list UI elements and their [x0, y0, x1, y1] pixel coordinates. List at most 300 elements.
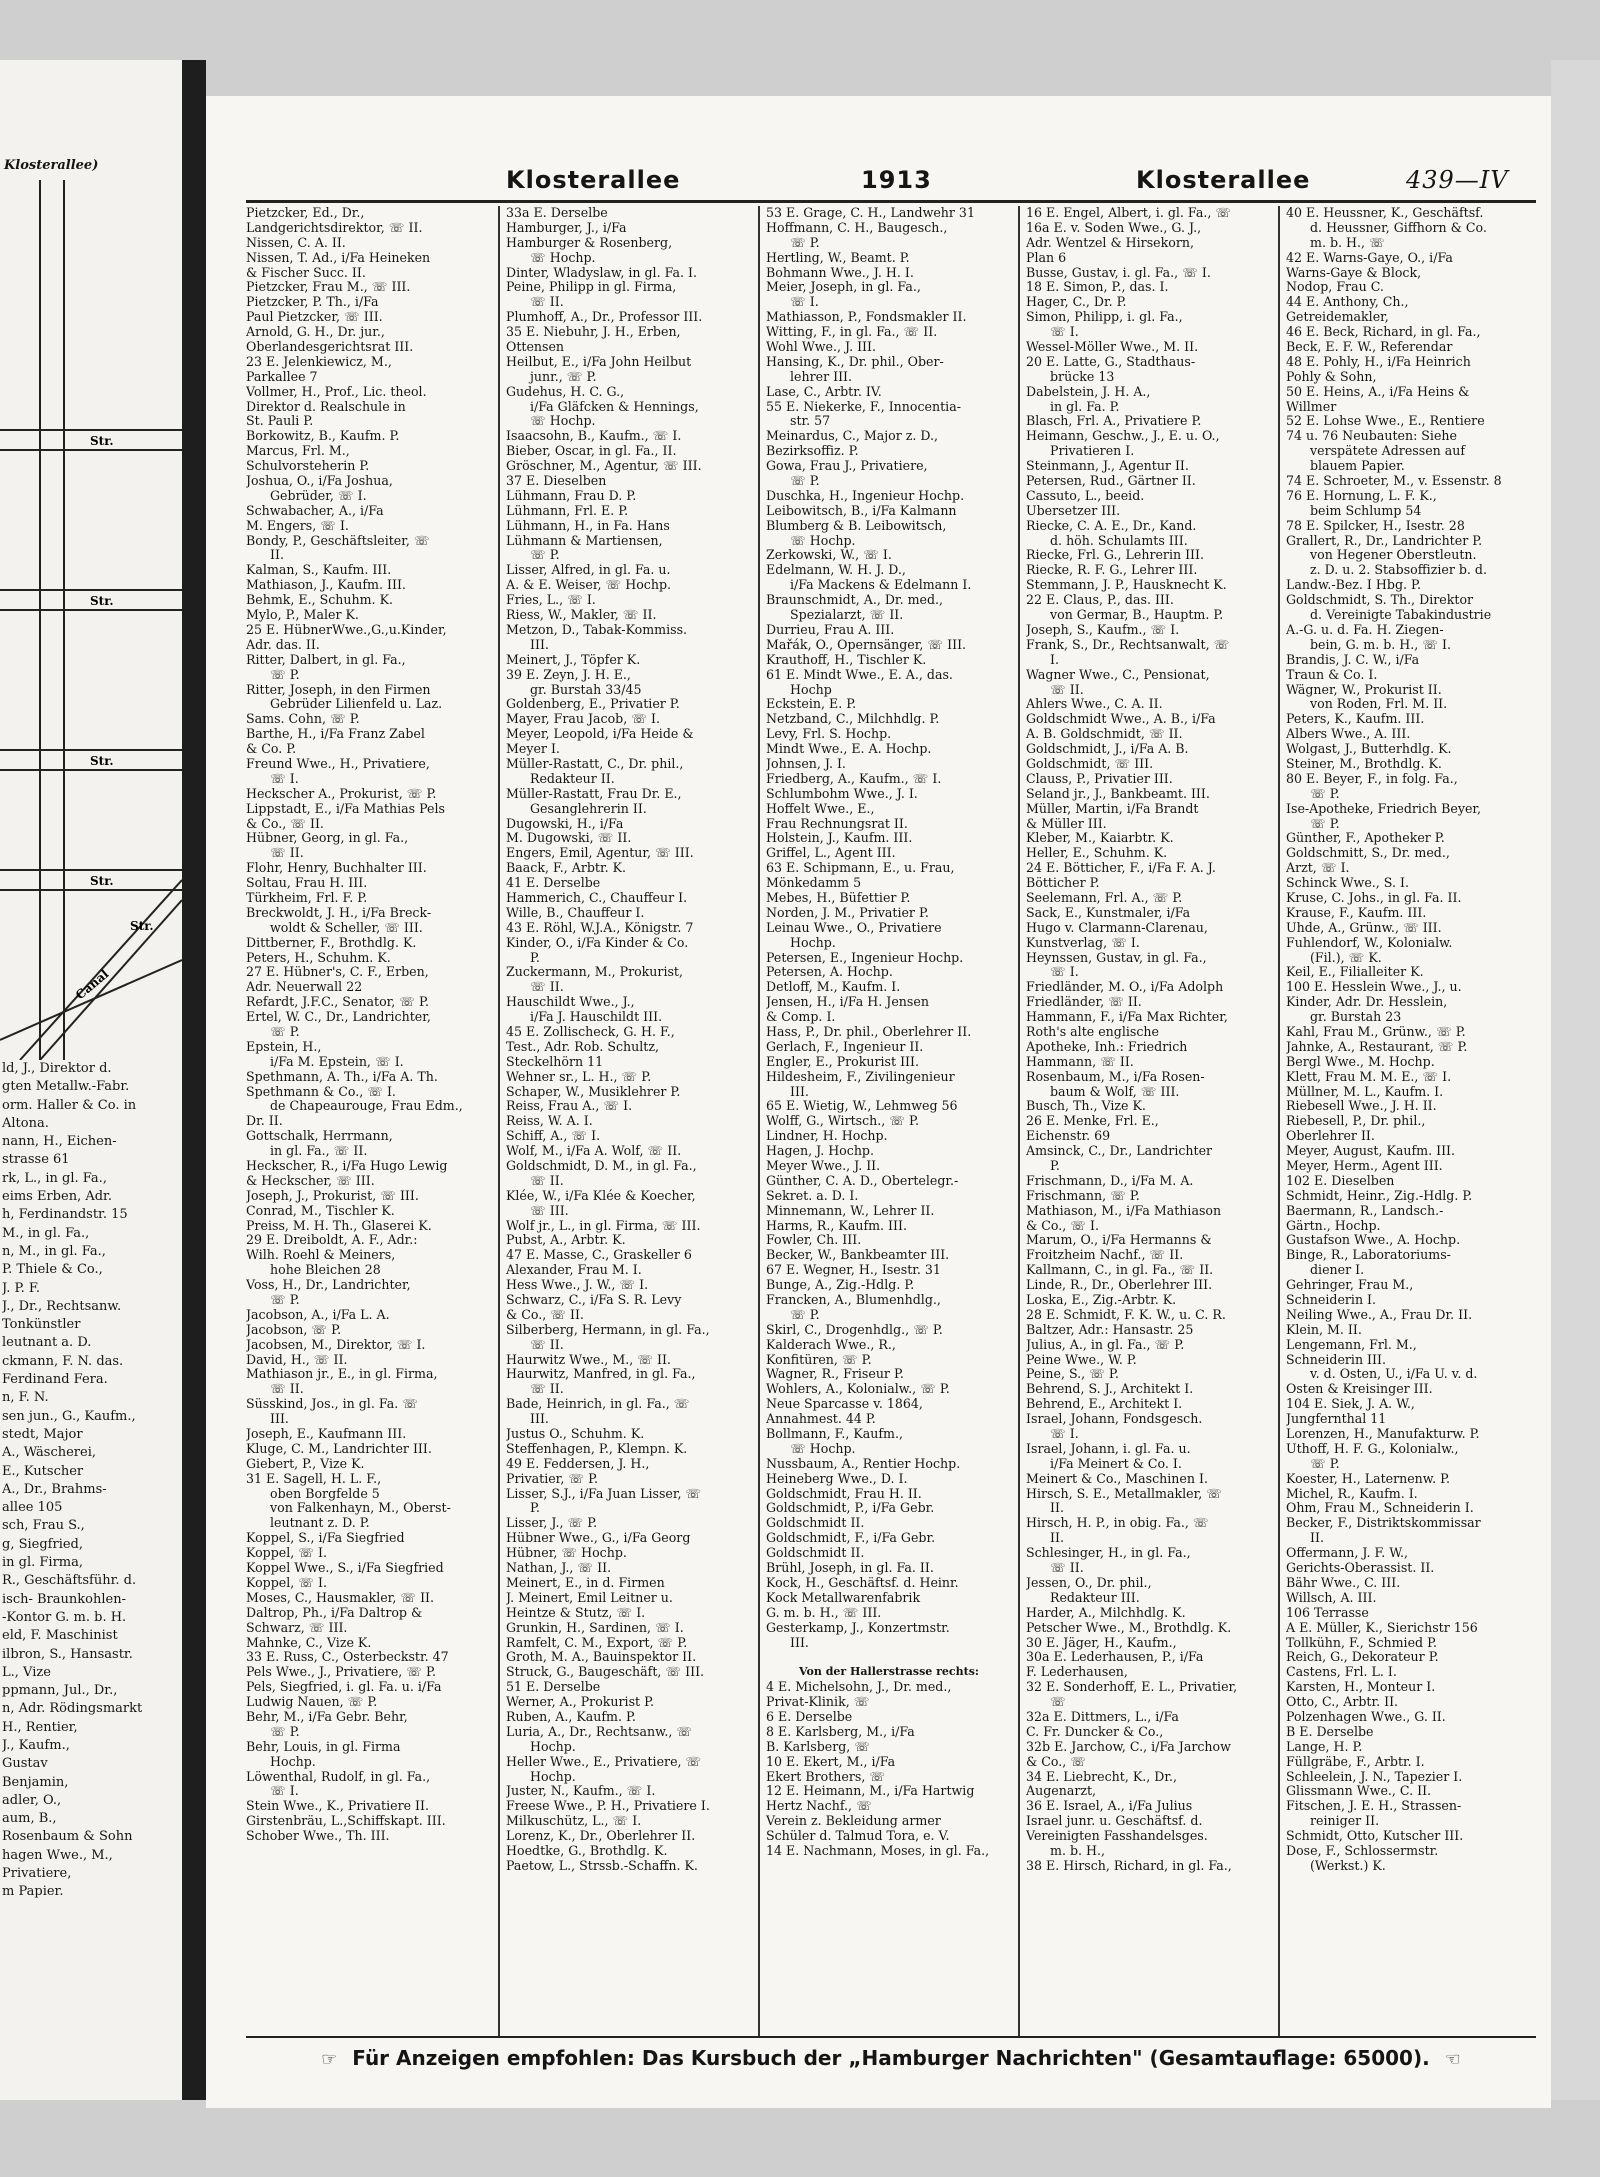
directory-entry-line: Karsten, H., Monteur I. [1286, 1680, 1436, 1695]
directory-entry-line: Silberberg, Hermann, in gl. Fa., [506, 1322, 710, 1337]
directory-entry-line: 45 E. Zollischeck, G. H. F., [506, 1024, 675, 1039]
map-street-label: Str. [130, 919, 154, 933]
directory-entry-line: lehrer III. [790, 369, 853, 384]
directory-entry-line: Goldschmidt, ☏ III. [1026, 756, 1154, 771]
previous-page-line: nann, H., Eichen- [2, 1134, 117, 1150]
directory-entry-line: Friedberg, A., Kaufm., ☏ I. [766, 771, 942, 786]
directory-entry-line: Lase, C., Arbtr. IV. [766, 384, 882, 399]
directory-entry-line: Eckstein, E. P. [766, 697, 857, 712]
previous-page-fragment [0, 60, 182, 2100]
directory-entry-line: Blasch, Frl. A., Privatiere P. [1026, 414, 1202, 429]
directory-entry-line: bein, G. m. b. H., ☏ I. [1310, 637, 1452, 652]
advertisement-footer [246, 2046, 1536, 2070]
directory-entry-line: F. Lederhausen, [1026, 1665, 1128, 1680]
directory-entry-line: Detloff, M., Kaufm. I. [766, 980, 901, 995]
directory-entry-line: Isaacsohn, B., Kaufm., ☏ I. [506, 429, 682, 444]
directory-entry-line: Schüler d. Talmud Tora, e. V. [766, 1829, 950, 1844]
page-header [206, 96, 1551, 194]
directory-entry-line: Koppel, ☏ I. [246, 1546, 327, 1561]
directory-entry-line: Plumhoff, A., Dr., Professor III. [506, 310, 703, 325]
directory-entry-line: 78 E. Spilcker, H., Isestr. 28 [1286, 518, 1465, 533]
directory-entry-line: 32 E. Sonderhoff, E. L., Privatier, [1026, 1680, 1238, 1695]
directory-entry-line: M. Engers, ☏ I. [246, 518, 349, 533]
directory-entry-line: Privatieren I. [1050, 444, 1135, 459]
directory-entry-line: Ritter, Dalbert, in gl. Fa., [246, 652, 406, 667]
directory-entry-line: Braunschmidt, A., Dr. med., [766, 593, 944, 608]
previous-page-line: g, Siegfried, [2, 1536, 83, 1552]
directory-entry-line: Frischmann, ☏ P. [1026, 1188, 1140, 1203]
directory-entry-line: ☏ II. [1050, 1561, 1084, 1576]
directory-entry-line: Wolgast, J., Butterhdlg. K. [1286, 742, 1452, 757]
directory-entry-line: Hammann, ☏ II. [1026, 1054, 1134, 1069]
directory-entry-line: Ruben, A., Kaufm. P. [506, 1709, 636, 1724]
directory-entry-line: 20 E. Latte, G., Stadthaus- [1026, 354, 1196, 369]
directory-entry-line: Hertz Nachf., ☏ [766, 1799, 872, 1814]
directory-entry-line: ☏ P. [270, 1724, 300, 1739]
directory-entry-line: 25 E. HübnerWwe.,G.,u.Kinder, [246, 622, 447, 637]
directory-entry-line: Süsskind, Jos., in gl. Fa. ☏ [246, 1397, 418, 1412]
directory-entry-line: Justus O., Schuhm. K. [506, 1427, 645, 1442]
directory-column [766, 206, 1012, 2036]
directory-entry-line: Peine Wwe., W. P. [1026, 1352, 1137, 1367]
directory-entry-line: 48 E. Pohly, H., i/Fa Heinrich [1286, 354, 1471, 369]
directory-entry-line: Haurwitz, Manfred, in gl. Fa., [506, 1367, 696, 1382]
directory-entry-line: d. Heussner, Giffhorn & Co. [1310, 220, 1487, 235]
directory-entry-line: Lindner, H. Hochp. [766, 1129, 888, 1144]
directory-entry-line: 42 E. Warns-Gaye, O., i/Fa [1286, 250, 1453, 265]
directory-entry-line: Lisser, J., ☏ P. [506, 1516, 598, 1531]
directory-entry-line: Lippstadt, E., i/Fa Mathias Pels [246, 801, 445, 816]
directory-entry-line: Uhde, A., Grünw., ☏ III. [1286, 920, 1442, 935]
previous-page-line: Rosenbaum & Sohn [2, 1829, 133, 1845]
directory-entry-line: Adr. Wentzel & Hirsekorn, [1026, 235, 1194, 250]
directory-entry-line: 16 E. Engel, Albert, i. gl. Fa., ☏ [1026, 206, 1232, 220]
previous-page-line: eims Erben, Adr. [2, 1189, 112, 1205]
directory-entry-line: Gröschner, M., Agentur, ☏ III. [506, 459, 702, 474]
directory-entry-line: ☏ I. [270, 1784, 299, 1799]
directory-entry-line: Mindt Wwe., E. A. Hochp. [766, 742, 932, 757]
directory-entry-line: Kruse, C. Johs., in gl. Fa. II. [1286, 890, 1462, 905]
directory-entry-line: Marum, O., i/Fa Hermanns & [1026, 1233, 1212, 1248]
directory-entry-line: Gesanglehrerin II. [530, 801, 647, 816]
directory-entry-line: Groth, M. A., Bauinspektor II. [506, 1650, 697, 1665]
directory-entry-line: & Co., ☏ II. [246, 816, 324, 831]
directory-entry-line: Riecke, C. A. E., Dr., Kand. [1026, 518, 1197, 533]
previous-page-header: Klosterallee) [4, 158, 99, 173]
directory-entry-line: Refardt, J.F.C., Senator, ☏ P. [246, 995, 429, 1010]
directory-entry-line: B E. Derselbe [1286, 1724, 1374, 1739]
directory-entry-line: Wohl Wwe., J. III. [766, 340, 877, 355]
directory-entry-line: ☏ Hochp. [530, 250, 596, 265]
directory-entry-line: 4 E. Michelsohn, J., Dr. med., [766, 1680, 952, 1695]
directory-entry-line: Kunstverlag, ☏ I. [1026, 935, 1140, 950]
directory-entry-line: Nathan, J., ☏ II. [506, 1561, 612, 1576]
directory-entry-line: Petersen, A. Hochp. [766, 965, 893, 980]
directory-column [506, 206, 752, 2036]
previous-page-line: A., Dr., Brahms- [2, 1481, 107, 1497]
directory-entry-line: Linde, R., Dr., Oberlehrer III. [1026, 1278, 1213, 1293]
directory-entry-line: gr. Burstah 33/45 [530, 682, 642, 697]
directory-entry-line: Kluge, C. M., Landrichter III. [246, 1441, 432, 1456]
directory-entry-line: Jensen, H., i/Fa H. Jensen [766, 995, 929, 1010]
directory-entry-line: 80 E. Beyer, F., in folg. Fa., [1286, 771, 1458, 786]
next-page-edge [1551, 60, 1600, 2100]
directory-entry-line: Füllgräbe, F., Arbtr. I. [1286, 1754, 1425, 1769]
directory-entry-line: Heilbut, E., i/Fa John Heilbut [506, 354, 692, 369]
directory-entry-line: Grunkin, H., Sardinen, ☏ I. [506, 1620, 684, 1635]
previous-page-line: Altona. [2, 1115, 49, 1131]
previous-page-line: Privatiere, [2, 1866, 72, 1882]
directory-entry-line: Schlesinger, H., in gl. Fa., [1026, 1546, 1191, 1561]
directory-entry-line: Meinert, E., in d. Firmen [506, 1575, 665, 1590]
directory-entry-line: Warns-Gaye & Block, [1286, 265, 1422, 280]
directory-entry-line: A.-G. u. d. Fa. H. Ziegen- [1286, 622, 1444, 637]
directory-entry-line: & Comp. I. [766, 1010, 836, 1025]
directory-entry-line: Offermann, J. F. W., [1286, 1546, 1409, 1561]
directory-entry-line: Behrend, S. J., Architekt I. [1026, 1382, 1194, 1397]
directory-entry-line: Behrend, E., Architekt I. [1026, 1397, 1183, 1412]
previous-page-line: n, F. N. [2, 1390, 49, 1406]
directory-entry-line: Beck, E. F. W., Referendar [1286, 340, 1453, 355]
directory-entry-line: Schaper, W., Musiklehrer P. [506, 1084, 681, 1099]
directory-entry-line: Ottensen [506, 340, 565, 355]
directory-entry-line: III. [530, 637, 549, 652]
directory-entry-line: Goldschmidt, S. Th., Direktor [1286, 593, 1474, 608]
directory-entry-line: Alexander, Frau M. I. [506, 1263, 642, 1278]
directory-entry-line: II. [1050, 1531, 1064, 1546]
previous-page-line: Benjamin, [2, 1774, 69, 1790]
directory-entry-line: Meinert & Co., Maschinen I. [1026, 1471, 1208, 1486]
directory-entry-line: C. Fr. Duncker & Co., [1026, 1724, 1164, 1739]
directory-entry-line: Gesterkamp, J., Konzertmstr. [766, 1620, 950, 1635]
directory-entry-line: Goldschmidt, D. M., in gl. Fa., [506, 1159, 697, 1173]
directory-entry-line: 104 E. Siek, J. A. W., [1286, 1397, 1415, 1412]
directory-entry-line: 30 E. Jäger, H., Kaufm., [1026, 1635, 1177, 1650]
directory-entry-line: Riecke, R. F. G., Lehrer III. [1026, 563, 1198, 578]
directory-entry-line: Direktor d. Realschule in [246, 399, 406, 414]
directory-entry-line: Schwabacher, A., i/Fa [246, 503, 384, 518]
directory-entry-line: Flohr, Henry, Buchhalter III. [246, 861, 427, 876]
directory-entry-line: Wolf, M., i/Fa A. Wolf, ☏ II. [506, 1144, 682, 1159]
directory-entry-line: Hoedtke, G., Brothdlg. K. [506, 1843, 668, 1858]
directory-entry-line: (Fil.), ☏ K. [1310, 950, 1382, 965]
previous-page-line: orm. Haller & Co. in [2, 1097, 137, 1113]
directory-entry-line: Marcus, Frl. M., [246, 444, 350, 459]
directory-entry-line: Jacobson, A., i/Fa L. A. [246, 1307, 390, 1322]
directory-entry-line: Hertling, W., Beamt. P. [766, 250, 910, 265]
previous-page-line: adler, O., [2, 1792, 62, 1808]
directory-entry-line: Goldschmidt, P., i/Fa Gebr. [766, 1501, 935, 1516]
directory-entry-line: Apotheke, Inh.: Friedrich [1026, 1039, 1188, 1054]
map-canal-label: Canal [72, 966, 112, 1003]
directory-entry-line: ☏ P. [790, 1307, 820, 1322]
directory-entry-line: Witting, F., in gl. Fa., ☏ II. [766, 325, 938, 340]
directory-entry-line: ☏ I. [1050, 965, 1079, 980]
directory-entry-line: Konfitüren, ☏ P. [766, 1352, 872, 1367]
directory-entry-line: Breckwoldt, J. H., i/Fa Breck- [246, 905, 432, 920]
directory-entry-line: Übersetzer III. [1026, 503, 1121, 518]
directory-entry-line: Joseph, E., Kaufmann III. [246, 1427, 407, 1442]
directory-entry-line: Stein Wwe., K., Privatiere II. [246, 1799, 430, 1814]
directory-entry-line: Koppel, S., i/Fa Siegfried [246, 1531, 405, 1546]
directory-entry-line: Skirl, C., Drogenhdlg., ☏ P. [766, 1322, 943, 1337]
directory-entry-line: Friedländer, ☏ II. [1026, 995, 1142, 1010]
directory-entry-line: Müllner, M. L., Kaufm. I. [1286, 1084, 1444, 1099]
directory-entry-line: Pels Wwe., J., Privatiere, ☏ P. [246, 1665, 436, 1680]
previous-page-line: R., Geschäftsführ. d. [2, 1573, 137, 1589]
directory-entry-line: Meinert, J., Töpfer K. [506, 652, 641, 667]
directory-entry-line: ☏ Hochp. [530, 414, 596, 429]
directory-entry-line: Riecke, Frl. G., Lehrerin III. [1026, 548, 1205, 563]
directory-entry-line: Günther, F., Apotheker P. [1286, 831, 1445, 846]
directory-entry-line: 6 E. Derselbe [766, 1709, 853, 1724]
directory-entry-line: Otto, C., Arbtr. II. [1286, 1695, 1399, 1710]
directory-entry-line: Behmk, E., Schuhm. K. [246, 593, 393, 608]
directory-entry-line: 74 u. 76 Neubauten: Siehe [1286, 429, 1457, 444]
directory-entry-line: Haurwitz Wwe., M., ☏ II. [506, 1352, 671, 1367]
directory-entry-line: Harder, A., Milchhdlg. K. [1026, 1605, 1186, 1620]
previous-page-line: strasse 61 [2, 1152, 70, 1168]
directory-entry-line: Schinck Wwe., S. I. [1286, 876, 1409, 891]
directory-entry-line: ☏ P. [270, 667, 300, 682]
directory-entry-line: 10 E. Ekert, M., i/Fa [766, 1754, 896, 1769]
directory-entry-line: Zuckermann, M., Prokurist, [506, 965, 683, 980]
directory-entry-line: Hübner Wwe., G., i/Fa Georg [506, 1531, 691, 1546]
directory-entry-line: Voss, H., Dr., Landrichter, [246, 1278, 411, 1293]
previous-page-line: Gustav [2, 1756, 48, 1772]
directory-entry-line: Heller, E., Schuhm. K. [1026, 846, 1168, 861]
directory-entry-line: Steiner, M., Brothdlg. K. [1286, 756, 1442, 771]
directory-entry-line: junr., ☏ P. [530, 369, 597, 384]
street-map [0, 180, 182, 1060]
directory-entry-line: Vereinigten Fasshandelsges. [1026, 1829, 1208, 1844]
directory-entry-line: Castens, Frl. L. I. [1286, 1665, 1397, 1680]
previous-page-line: m Papier. [2, 1884, 64, 1900]
directory-entry-line: P. [1050, 1159, 1060, 1173]
directory-entry-line: 50 E. Heins, A., i/Fa Heins & [1286, 384, 1470, 399]
directory-entry-line: Heimann, Geschw., J., E. u. O., [1026, 429, 1220, 444]
directory-entry-line: Israel, Johann, Fondsgesch. [1026, 1412, 1203, 1427]
directory-entry-line: Hammerich, C., Chauffeur I. [506, 890, 688, 905]
column-divider [758, 206, 760, 2036]
previous-page-line: A., Wäscherei, [2, 1445, 96, 1461]
directory-entry-line: Lengemann, Frl. M., [1286, 1337, 1417, 1352]
directory-entry-line: Kleber, M., Kaiarbtr. K. [1026, 831, 1174, 846]
directory-entry-line: ☏ P. [1310, 816, 1340, 831]
map-street-label: Str. [90, 754, 114, 768]
directory-entry-line: Baack, F., Arbtr. K. [506, 861, 627, 876]
directory-entry-line: Frau Rechnungsrat II. [766, 816, 908, 831]
directory-entry-line: Eichenstr. 69 [1026, 1129, 1111, 1144]
directory-entry-line: Netzband, C., Milchhdlg. P. [766, 712, 940, 727]
directory-entry-line: Brühl, Joseph, in gl. Fa. II. [766, 1561, 934, 1576]
directory-entry-line: Holstein, J., Kaufm. III. [766, 831, 913, 846]
directory-entry-line: diener I. [1310, 1263, 1365, 1278]
directory-entry-line: Hansing, K., Dr. phil., Ober- [766, 354, 944, 369]
directory-entry-line: Goldschmidt, J., i/Fa A. B. [1026, 742, 1189, 757]
directory-entry-line: Meyer, Leopold, i/Fa Heide & [506, 727, 694, 742]
previous-page-line: n, M., in gl. Fa., [2, 1243, 106, 1259]
directory-entry-line: Landw.-Bez. I Hbg. P. [1286, 578, 1421, 593]
directory-entry-line: Ritter, Joseph, in den Firmen [246, 682, 431, 697]
directory-entry-line: Krause, F., Kaufm. III. [1286, 905, 1427, 920]
directory-entry-line: Joshua, O., i/Fa Joshua, [246, 474, 393, 489]
directory-entry-line: m. b. H., [1050, 1843, 1106, 1858]
directory-entry-line: Wille, B., Chauffeur I. [506, 905, 645, 920]
previous-page-line: eld, F. Maschinist [2, 1628, 118, 1644]
previous-page-line: P. Thiele & Co., [2, 1262, 103, 1278]
directory-entry-line: Mathiason jr., E., in gl. Firma, [246, 1367, 438, 1382]
directory-entry-line: I. [1050, 652, 1059, 667]
directory-entry-line: Roth's alte englische [1026, 1024, 1159, 1039]
directory-entry-line: von Hegener Oberstleutn. [1310, 548, 1477, 563]
directory-entry-line: Conrad, M., Tischler K. [246, 1203, 395, 1218]
directory-entry-line: Bergl Wwe., M. Hochp. [1286, 1054, 1435, 1069]
previous-page-line: in gl. Firma, [2, 1555, 84, 1571]
directory-entry-line: Borkowitz, B., Kaufm. P. [246, 429, 400, 444]
directory-entry-line: & Fischer Succ. II. [246, 265, 366, 280]
directory-entry-line: A E. Müller, K., Sierichstr 156 [1286, 1620, 1478, 1635]
directory-entry-line: Goldschmidt, Frau H. II. [766, 1486, 922, 1501]
directory-entry-line: Oberlehrer II. [1286, 1129, 1375, 1144]
directory-entry-line: Lisser, S.J., i/Fa Juan Lisser, ☏ [506, 1486, 702, 1501]
left-street-title: Klosterallee [506, 166, 681, 194]
directory-entry-line: 74 E. Schroeter, M., v. Essenstr. 8 [1286, 474, 1502, 489]
directory-entry-line: d. Vereinigte Tabakindustrie [1310, 608, 1492, 623]
previous-page-line: rk, L., in gl. Fa., [2, 1170, 107, 1186]
directory-entry-line: Riebesell Wwe., J. H. II. [1286, 1099, 1437, 1114]
directory-entry-line: Willmer [1286, 399, 1337, 414]
directory-entry-line: Meier, Joseph, in gl. Fa., [766, 280, 921, 295]
directory-entry-line: ☏ II. [530, 1382, 564, 1397]
directory-entry-line: Frank, S., Dr., Rechtsanwalt, ☏ [1026, 637, 1230, 652]
directory-entry-line: ☏ III. [530, 1203, 569, 1218]
directory-entry-line: z. D. u. 2. Stabsoffizier b. d. [1310, 563, 1487, 578]
directory-entry-line: Heckscher, R., i/Fa Hugo Lewig [246, 1159, 448, 1173]
directory-entry-line: Durrieu, Frau A. III. [766, 622, 895, 637]
directory-entry-line: brücke 13 [1050, 369, 1115, 384]
directory-entry-line: Uthoff, H. F. G., Kolonialw., [1286, 1441, 1459, 1456]
directory-entry-line: Jacobsen, M., Direktor, ☏ I. [246, 1337, 426, 1352]
directory-entry-line: Redakteur II. [530, 771, 615, 786]
previous-page-line: allee 105 [2, 1500, 63, 1516]
directory-entry-line: Goldschmidt II. [766, 1546, 865, 1561]
directory-entry-line: Privat-Klinik, ☏ [766, 1695, 870, 1710]
directory-entry-line: Froitzheim Nachf., ☏ II. [1026, 1248, 1184, 1263]
directory-entry-line: Goldenberg, E., Privatier P. [506, 697, 680, 712]
directory-entry-line: Riebesell, P., Dr. phil., [1286, 1114, 1426, 1129]
directory-entry-line: Reiss, W. A. I. [506, 1114, 593, 1129]
directory-entry-line: Struck, G., Baugeschäft, ☏ III. [506, 1665, 705, 1680]
directory-entry-line: Ramfelt, C. M., Export, ☏ P. [506, 1635, 688, 1650]
directory-entry-line: Peine, Philipp in gl. Firma, [506, 280, 677, 295]
directory-entry-line: Landgerichtsdirektor, ☏ II. [246, 220, 423, 235]
directory-entry-line: Busch, Th., Vize K. [1026, 1099, 1146, 1114]
previous-page-line: J., Kaufm., [2, 1737, 70, 1753]
directory-entry-line: Brandis, J. C. W., i/Fa [1286, 652, 1420, 667]
directory-entry-line: III. [790, 1635, 809, 1650]
directory-entry-line: 100 E. Hesslein Wwe., J., u. [1286, 980, 1462, 995]
directory-entry-line: Steckelhörn 11 [506, 1054, 604, 1069]
directory-entry-line: Bötticher P. [1026, 876, 1100, 891]
directory-entry-line: Jahnke, A., Restaurant, ☏ P. [1286, 1039, 1468, 1054]
directory-entry-line: Hochp. [530, 1739, 576, 1754]
directory-entry-line: Baltzer, Adr.: Hansastr. 25 [1026, 1322, 1194, 1337]
directory-entry-line: 18 E. Simon, P., das. I. [1026, 280, 1169, 295]
directory-entry-line: i/Fa Mackens & Edelmann I. [790, 578, 972, 593]
directory-entry-line: ☏ P. [1310, 786, 1340, 801]
directory-entry-line: Kalderach Wwe., R., [766, 1337, 896, 1352]
directory-entry-line: Spezialarzt, ☏ II. [790, 608, 904, 623]
directory-entry-line: 35 E. Niebuhr, J. H., Erben, [506, 325, 681, 340]
directory-entry-line: 24 E. Bötticher, F., i/Fa F. A. J. [1026, 861, 1216, 876]
directory-entry-line: Jacobson, ☏ P. [246, 1322, 342, 1337]
directory-entry-line: Engers, Emil, Agentur, ☏ III. [506, 846, 694, 861]
directory-entry-line: Klée, W., i/Fa Klée & Koecher, [506, 1188, 696, 1203]
directory-entry-line: Schwarz, C., i/Fa S. R. Levy [506, 1293, 682, 1308]
directory-entry-line: Mayer, Frau Jacob, ☏ I. [506, 712, 660, 727]
directory-entry-line: 76 E. Hornung, L. F. K., [1286, 488, 1437, 503]
directory-entry-line [766, 1650, 1012, 1665]
directory-entry-line: Gowa, Frau J., Privatiere, [766, 459, 928, 474]
directory-entry-line: Peters, H., Schuhm. K. [246, 950, 391, 965]
directory-column [1286, 206, 1536, 2036]
directory-entry-line: Nussbaum, A., Rentier Hochp. [766, 1456, 961, 1471]
directory-entry-line: Seland jr., J., Bankbeamt. III. [1026, 786, 1210, 801]
directory-entry-line: Hugo v. Clarmann-Clarenau, [1026, 920, 1208, 935]
directory-entry-line: Arzt, ☏ I. [1286, 861, 1350, 876]
directory-entry-line: Milkuschütz, L., ☏ I. [506, 1814, 642, 1829]
directory-entry-line: Metzon, D., Tabak-Kommiss. [506, 622, 688, 637]
directory-entry-line: Hamburger, J., i/Fa [506, 220, 627, 235]
directory-entry-line: Bollmann, F., Kaufm., [766, 1427, 903, 1442]
directory-entry-line: II. [1050, 1501, 1064, 1516]
directory-entry-line: Neiling Wwe., A., Frau Dr. II. [1286, 1307, 1473, 1322]
directory-entry-line: ☏ II. [530, 1173, 564, 1188]
directory-entry-line: Rosenbaum, M., i/Fa Rosen- [1026, 1069, 1205, 1084]
directory-entry-line: 55 E. Niekerke, F., Innocentia- [766, 399, 961, 414]
directory-entry-line: ☏ P. [790, 235, 820, 250]
directory-entry-line: Israel, Johann, i. gl. Fa. u. [1026, 1441, 1191, 1456]
directory-entry-line: Bondy, P., Geschäftsleiter, ☏ [246, 533, 430, 548]
directory-entry-line: i/Fa J. Hauschildt III. [530, 1010, 663, 1025]
previous-page-line: h, Ferdinandstr. 15 [2, 1207, 128, 1223]
directory-entry-line: ☏ Hochp. [790, 1441, 856, 1456]
directory-entry-line: 14 E. Nachmann, Moses, in gl. Fa., [766, 1843, 990, 1858]
directory-entry-line: 12 E. Heimann, M., i/Fa Hartwig [766, 1784, 975, 1799]
directory-entry-line: Seelemann, Frl. A., ☏ P. [1026, 890, 1183, 905]
directory-entry-line: Epstein, H., [246, 1039, 322, 1054]
directory-entry-line: Bade, Heinrich, in gl. Fa., ☏ [506, 1397, 690, 1412]
directory-entry-line: Minnemann, W., Lehrer II. [766, 1203, 935, 1218]
directory-entry-line: David, H., ☏ II. [246, 1352, 348, 1367]
directory-entry-line: Fries, L., ☏ I. [506, 593, 596, 608]
previous-page-line: aum, B., [2, 1811, 57, 1827]
directory-column [246, 206, 492, 2036]
directory-entry-line: Wehner sr., L. H., ☏ P. [506, 1069, 652, 1084]
directory-entry-line: Gehringer, Frau M., [1286, 1278, 1414, 1293]
directory-entry-line: Paul Pietzcker, ☏ III. [246, 310, 383, 325]
directory-entry-line: Wolf jr., L., in gl. Firma, ☏ III. [506, 1218, 701, 1233]
directory-entry-line: Wilh. Roehl & Meiners, [246, 1248, 396, 1263]
directory-entry-line: von Roden, Frl. M. II. [1310, 697, 1448, 712]
directory-entry-line: 41 E. Derselbe [506, 876, 601, 891]
directory-entry-line: Pels, Siegfried, i. gl. Fa. u. i/Fa [246, 1680, 442, 1695]
directory-entry-line: Joseph, S., Kaufm., ☏ I. [1026, 622, 1180, 637]
directory-entry-line: Reich, G., Dekorateur P. [1286, 1650, 1439, 1665]
directory-entry-line: Girstenbräu, L.,Schiffskapt. III. [246, 1814, 446, 1829]
directory-entry-line: Heller Wwe., E., Privatiere, ☏ [506, 1754, 702, 1769]
